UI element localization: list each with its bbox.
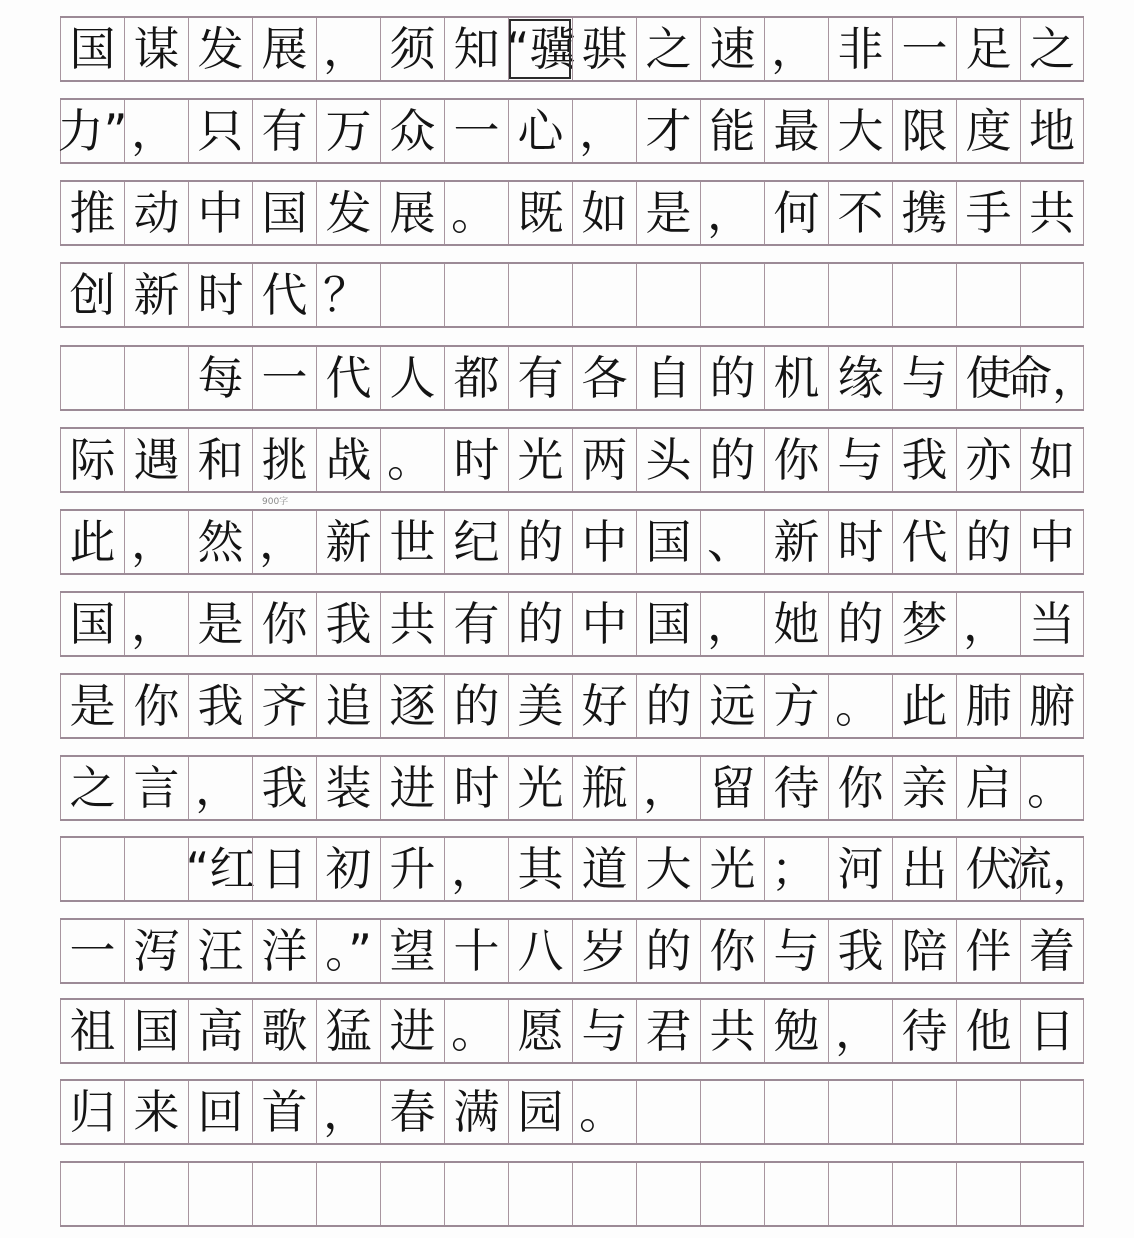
grid-cell: 首 (252, 1081, 316, 1143)
grid-cell: ， (124, 100, 188, 162)
grid-cell: 八 (508, 920, 572, 982)
grid-cell: 的 (636, 675, 700, 737)
grid-cell: 和 (188, 429, 252, 491)
grid-cell: 升 (380, 838, 444, 900)
grid-cell: 须 (380, 18, 444, 80)
grid-cell: 度 (956, 100, 1020, 162)
grid-cell: 大 (636, 838, 700, 900)
grid-cell: 装 (316, 757, 380, 819)
grid-row (60, 755, 1084, 821)
grid-cell: 。” (316, 920, 380, 982)
grid-cell: 有 (444, 593, 508, 655)
grid-cell: 共 (700, 1000, 764, 1062)
grid-row (60, 345, 1098, 411)
grid-cell: 肺 (956, 675, 1020, 737)
grid-cell: 洋 (252, 920, 316, 982)
grid-cell: 的 (828, 593, 892, 655)
grid-cell: 挑 (252, 429, 316, 491)
grid-row (60, 591, 1084, 657)
grid-cell: 。 (572, 1081, 636, 1143)
grid-cell: 都 (444, 347, 508, 409)
grid-cell: 我 (828, 920, 892, 982)
grid-cell (188, 1163, 252, 1225)
grid-cell: 时 (828, 511, 892, 573)
grid-cell: 。 (380, 429, 444, 491)
grid-cell: 战 (316, 429, 380, 491)
grid-cell: 我 (892, 429, 956, 491)
grid-cell: 国 (124, 1000, 188, 1062)
grid-cell: 展 (380, 182, 444, 244)
grid-row (60, 673, 1084, 739)
grid-cell: ， (316, 1081, 380, 1143)
grid-cell: 各 (572, 347, 636, 409)
grid-cell: 时 (444, 429, 508, 491)
grid-cell: 与 (764, 920, 828, 982)
grid-cell: 国 (60, 18, 124, 80)
grid-cell: 留 (700, 757, 764, 819)
grid-cell: 伴 (956, 920, 1020, 982)
grid-cell: 一 (60, 920, 124, 982)
grid-cell: 梦 (892, 593, 956, 655)
grid-cell (828, 264, 892, 326)
grid-cell (828, 1163, 892, 1225)
grid-cell: 每 (188, 347, 252, 409)
grid-cell: 之 (60, 757, 124, 819)
grid-cell: 共 (1020, 182, 1084, 244)
grid-cell: 之 (1020, 18, 1084, 80)
grid-cell: 十 (444, 920, 508, 982)
grid-cell: 归 (60, 1081, 124, 1143)
grid-cell: 、 (700, 511, 764, 573)
grid-cell (572, 1163, 636, 1225)
grid-cell: 来 (124, 1081, 188, 1143)
grid-cell: 瓶 (572, 757, 636, 819)
grid-row (60, 180, 1084, 246)
grid-cell: 缘 (828, 347, 892, 409)
grid-cell: 与 (892, 347, 956, 409)
grid-cell: 是 (188, 593, 252, 655)
grid-cell: 遇 (124, 429, 188, 491)
grid-cell: 最 (764, 100, 828, 162)
grid-cell (1020, 1163, 1084, 1225)
grid-cell: 足 (956, 18, 1020, 80)
grid-cell: 不 (828, 182, 892, 244)
grid-cell: 非 (828, 18, 892, 80)
grid-cell: 人 (380, 347, 444, 409)
grid-cell: 河 (828, 838, 892, 900)
grid-cell: ， (124, 511, 188, 573)
grid-cell: 待 (892, 1000, 956, 1062)
grid-cell: 春 (380, 1081, 444, 1143)
grid-cell: ， (444, 838, 508, 900)
grid-cell: 。 (828, 675, 892, 737)
grid-cell: 歌 (252, 1000, 316, 1062)
grid-cell: 创 (60, 264, 124, 326)
grid-row (60, 16, 1084, 82)
grid-cell: 的 (700, 429, 764, 491)
grid-cell: 中 (188, 182, 252, 244)
grid-cell: 纪 (444, 511, 508, 573)
grid-cell: 是 (636, 182, 700, 244)
grid-cell (636, 1163, 700, 1225)
grid-cell: 腑 (1020, 675, 1084, 737)
grid-cell: 国 (636, 511, 700, 573)
grid-cell: 一 (252, 347, 316, 409)
grid-cell: 启 (956, 757, 1020, 819)
grid-cell: 的 (956, 511, 1020, 573)
grid-cell: 日 (252, 838, 316, 900)
grid-cell: 你 (124, 675, 188, 737)
grid-cell: 光 (508, 757, 572, 819)
grid-cell: 你 (764, 429, 828, 491)
grid-cell (636, 264, 700, 326)
grid-cell: 回 (188, 1081, 252, 1143)
grid-cell: 地 (1020, 100, 1084, 162)
grid-cell: 我 (252, 757, 316, 819)
grid-cell: ， (700, 593, 764, 655)
grid-cell: 时 (188, 264, 252, 326)
grid-cell: 代 (316, 347, 380, 409)
grid-cell: 大 (828, 100, 892, 162)
grid-cell: ？ (316, 264, 380, 326)
grid-cell: 新 (124, 264, 188, 326)
grid-cell: 方 (764, 675, 828, 737)
grid-cell: 之 (636, 18, 700, 80)
grid-cell: ， (252, 511, 316, 573)
grid-cell (572, 264, 636, 326)
grid-cell: 远 (700, 675, 764, 737)
grid-cell: 是 (60, 675, 124, 737)
grid-cell: ， (636, 757, 700, 819)
grid-cell: 你 (700, 920, 764, 982)
grid-cell (828, 1081, 892, 1143)
grid-cell: “红 (188, 838, 252, 900)
grid-cell: 伏 (956, 838, 1020, 900)
grid-cell: 众 (380, 100, 444, 162)
grid-cell: 高 (188, 1000, 252, 1062)
grid-cell: 中 (572, 511, 636, 573)
grid-cell: 时 (444, 757, 508, 819)
grid-cell: 的 (508, 593, 572, 655)
grid-cell: 携 (892, 182, 956, 244)
grid-cell: 国 (636, 593, 700, 655)
grid-cell: 望 (380, 920, 444, 982)
grid-cell: 的 (444, 675, 508, 737)
grid-cell: 速 (700, 18, 764, 80)
grid-cell: “骥 (508, 18, 572, 80)
grid-cell: 亦 (956, 429, 1020, 491)
grid-cell: 使 (956, 347, 1020, 409)
grid-cell: 万 (316, 100, 380, 162)
grid-cell (892, 1081, 956, 1143)
grid-cell (380, 264, 444, 326)
grid-cell: 一 (892, 18, 956, 80)
grid-cell: 有 (252, 100, 316, 162)
grid-row (60, 998, 1084, 1064)
grid-cell: 新 (316, 511, 380, 573)
grid-cell: 。 (444, 182, 508, 244)
word-count-note: 900字 (262, 497, 289, 507)
grid-cell: 才 (636, 100, 700, 162)
grid-row (60, 918, 1084, 984)
grid-cell: 出 (892, 838, 956, 900)
grid-cell: 发 (316, 182, 380, 244)
grid-cell: 她 (764, 593, 828, 655)
grid-cell: 中 (572, 593, 636, 655)
grid-cell: ， (124, 593, 188, 655)
grid-cell (636, 1081, 700, 1143)
grid-cell (700, 1163, 764, 1225)
grid-row (60, 262, 1084, 328)
grid-cell (124, 838, 188, 900)
grid-cell: 。 (444, 1000, 508, 1062)
grid-cell: 命， (1020, 347, 1084, 409)
grid-cell: 勉 (764, 1000, 828, 1062)
grid-cell: 手 (956, 182, 1020, 244)
grid-cell: 机 (764, 347, 828, 409)
grid-cell: 国 (60, 593, 124, 655)
grid-cell: ， (764, 18, 828, 80)
grid-row (57, 98, 1084, 164)
grid-cell: 光 (700, 838, 764, 900)
grid-cell: 齐 (252, 675, 316, 737)
grid-cell (700, 264, 764, 326)
grid-cell: 共 (380, 593, 444, 655)
grid-cell: 有 (508, 347, 572, 409)
grid-cell: 当 (1020, 593, 1084, 655)
grid-cell: 一 (444, 100, 508, 162)
grid-cell: 动 (124, 182, 188, 244)
grid-cell: 流， (1020, 838, 1084, 900)
grid-cell: 与 (828, 429, 892, 491)
grid-cell: 进 (380, 757, 444, 819)
grid-cell: 初 (316, 838, 380, 900)
grid-cell (764, 1081, 828, 1143)
grid-row (60, 427, 1084, 493)
grid-cell: 你 (252, 593, 316, 655)
grid-cell (892, 264, 956, 326)
grid-cell: 逐 (380, 675, 444, 737)
grid-cell: 汪 (188, 920, 252, 982)
grid-cell: ， (828, 1000, 892, 1062)
grid-cell: 新 (764, 511, 828, 573)
grid-cell: 亲 (892, 757, 956, 819)
grid-cell (60, 1163, 124, 1225)
grid-cell (444, 1163, 508, 1225)
grid-cell (60, 347, 124, 409)
grid-cell: ， (572, 100, 636, 162)
grid-cell: 待 (764, 757, 828, 819)
grid-cell: 着 (1020, 920, 1084, 982)
grid-cell (252, 1163, 316, 1225)
grid-cell: 然 (188, 511, 252, 573)
grid-cell (892, 1163, 956, 1225)
grid-cell: 此 (60, 511, 124, 573)
grid-cell: 谋 (124, 18, 188, 80)
grid-cell (956, 1081, 1020, 1143)
grid-cell: 岁 (572, 920, 636, 982)
grid-cell (956, 1163, 1020, 1225)
grid-cell: 园 (508, 1081, 572, 1143)
grid-cell: 只 (188, 100, 252, 162)
grid-cell: 追 (316, 675, 380, 737)
grid-cell: 陪 (892, 920, 956, 982)
grid-cell (124, 347, 188, 409)
grid-cell: 。 (1020, 757, 1084, 819)
grid-cell: 知 (444, 18, 508, 80)
grid-cell: 两 (572, 429, 636, 491)
grid-cell: ， (188, 757, 252, 819)
grid-cell (1020, 264, 1084, 326)
grid-cell: ， (316, 18, 380, 80)
grid-cell: ， (700, 182, 764, 244)
grid-cell (764, 1163, 828, 1225)
grid-cell: ， (956, 593, 1020, 655)
grid-cell (508, 1163, 572, 1225)
grid-cell: 与 (572, 1000, 636, 1062)
grid-cell: 际 (60, 429, 124, 491)
grid-cell: 如 (1020, 429, 1084, 491)
grid-cell: 展 (252, 18, 316, 80)
grid-cell: 推 (60, 182, 124, 244)
grid-cell: 既 (508, 182, 572, 244)
grid-cell (124, 1163, 188, 1225)
grid-cell (316, 1163, 380, 1225)
grid-cell: 何 (764, 182, 828, 244)
grid-cell: 心 (508, 100, 572, 162)
grid-cell (1020, 1081, 1084, 1143)
grid-row (60, 1079, 1084, 1145)
grid-cell: 发 (188, 18, 252, 80)
grid-cell (380, 1163, 444, 1225)
grid-cell: 限 (892, 100, 956, 162)
grid-cell: 他 (956, 1000, 1020, 1062)
grid-row (60, 509, 1084, 575)
grid-cell: 中 (1020, 511, 1084, 573)
grid-cell: 光 (508, 429, 572, 491)
grid-cell: 力” (60, 100, 124, 162)
grid-cell: 的 (636, 920, 700, 982)
grid-cell: 猛 (316, 1000, 380, 1062)
grid-cell (700, 1081, 764, 1143)
grid-cell: 好 (572, 675, 636, 737)
grid-cell: 骐 (572, 18, 636, 80)
grid-cell (508, 264, 572, 326)
grid-cell: 道 (572, 838, 636, 900)
grid-cell: 此 (892, 675, 956, 737)
grid-cell: 满 (444, 1081, 508, 1143)
grid-cell (444, 264, 508, 326)
grid-cell: 国 (252, 182, 316, 244)
grid-cell: 的 (700, 347, 764, 409)
grid-cell: 泻 (124, 920, 188, 982)
grid-row (60, 836, 1098, 902)
grid-cell (60, 838, 124, 900)
grid-cell: 自 (636, 347, 700, 409)
grid-cell: 我 (316, 593, 380, 655)
grid-cell: 美 (508, 675, 572, 737)
grid-cell: ； (764, 838, 828, 900)
grid-cell: 能 (700, 100, 764, 162)
grid-cell: 代 (892, 511, 956, 573)
grid-cell: 如 (572, 182, 636, 244)
grid-cell: 世 (380, 511, 444, 573)
grid-cell: 的 (508, 511, 572, 573)
grid-row (60, 1161, 1084, 1227)
grid-cell (764, 264, 828, 326)
grid-cell (956, 264, 1020, 326)
grid-cell: 其 (508, 838, 572, 900)
grid-cell: 我 (188, 675, 252, 737)
grid-cell: 进 (380, 1000, 444, 1062)
grid-cell: 祖 (60, 1000, 124, 1062)
grid-cell: 你 (828, 757, 892, 819)
grid-cell: 君 (636, 1000, 700, 1062)
grid-cell: 日 (1020, 1000, 1084, 1062)
grid-cell: 言 (124, 757, 188, 819)
grid-cell: 头 (636, 429, 700, 491)
grid-cell: 代 (252, 264, 316, 326)
grid-cell: 愿 (508, 1000, 572, 1062)
